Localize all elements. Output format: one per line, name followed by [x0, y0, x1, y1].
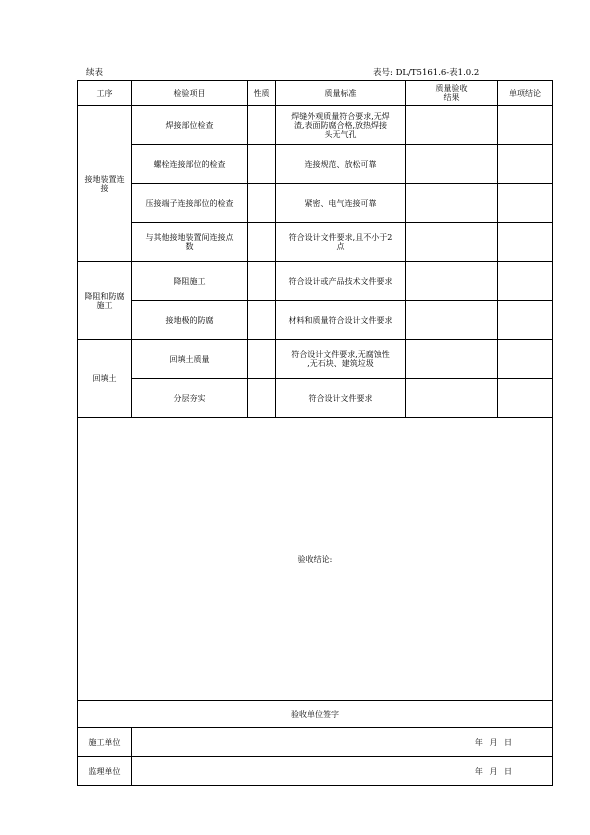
nature-cell[interactable] — [248, 106, 276, 145]
nature-cell[interactable] — [248, 340, 276, 379]
process-cell: 降阻和防腐 施工 — [78, 262, 132, 340]
item-cell: 压接端子连接部位的检查 — [132, 184, 248, 223]
col-header-nature: 性质 — [248, 81, 276, 106]
inspection-table — [77, 80, 553, 786]
item-cell: 分层夯实 — [132, 379, 248, 418]
nature-cell[interactable] — [248, 379, 276, 418]
signature-unit-label: 施工单位 — [78, 728, 132, 757]
standard-cell: 材料和质量符合设计文件要求 — [276, 301, 406, 340]
signature-row — [78, 728, 553, 757]
standard-cell: 符合设计文件要求 — [276, 379, 406, 418]
table-row — [78, 340, 553, 379]
nature-cell[interactable] — [248, 301, 276, 340]
item-cell: 接地极的防腐 — [132, 301, 248, 340]
table-row — [78, 262, 553, 301]
table-row — [78, 106, 553, 145]
table-row — [78, 379, 553, 418]
col-header-conclusion: 单项结论 — [498, 81, 553, 106]
result-cell[interactable] — [406, 262, 498, 301]
signature-title-row — [78, 701, 553, 728]
conclusion-cell[interactable] — [498, 223, 553, 262]
conclusion-cell[interactable] — [498, 340, 553, 379]
nature-cell[interactable] — [248, 184, 276, 223]
col-header-result: 质量验收 结果 — [406, 81, 498, 106]
item-cell: 降阻施工 — [132, 262, 248, 301]
standard-cell: 符合设计文件要求,无腐蚀性 ,无石块、建筑垃圾 — [276, 340, 406, 379]
acceptance-conclusion-area[interactable] — [78, 418, 553, 701]
header-row — [78, 81, 553, 106]
result-cell[interactable] — [406, 145, 498, 184]
conclusion-cell[interactable] — [498, 145, 553, 184]
process-cell: 回填土 — [78, 340, 132, 418]
conclusion-cell[interactable] — [498, 301, 553, 340]
col-header-item: 检验项目 — [132, 81, 248, 106]
acceptance-conclusion-label: 验收结论: — [297, 554, 333, 564]
result-cell[interactable] — [406, 106, 498, 145]
continued-label: 续表 — [86, 68, 104, 78]
col-header-process: 工序 — [78, 81, 132, 106]
result-cell[interactable] — [406, 379, 498, 418]
result-cell[interactable] — [406, 340, 498, 379]
item-cell: 螺栓连接部位的检查 — [132, 145, 248, 184]
standard-cell: 连接规范、放松可靠 — [276, 145, 406, 184]
standard-cell: 紧密、电气连接可靠 — [276, 184, 406, 223]
table-row — [78, 301, 553, 340]
standard-cell: 符合设计或产品技术文件要求 — [276, 262, 406, 301]
standard-cell: 焊缝外观质量符合要求,无焊 渣,表面防腐合格,放热焊接 头无气孔 — [276, 106, 406, 145]
nature-cell[interactable] — [248, 145, 276, 184]
signature-title: 验收单位签字 — [78, 701, 553, 728]
conclusion-cell[interactable] — [498, 379, 553, 418]
table-row — [78, 145, 553, 184]
standard-cell: 符合设计文件要求,且不小于2 点 — [276, 223, 406, 262]
signature-unit-label: 监理单位 — [78, 757, 132, 786]
result-cell[interactable] — [406, 223, 498, 262]
signature-date-field[interactable]: 年 月 日 — [132, 728, 553, 757]
table-row — [78, 184, 553, 223]
conclusion-cell[interactable] — [498, 262, 553, 301]
nature-cell[interactable] — [248, 262, 276, 301]
conclusion-cell[interactable] — [498, 106, 553, 145]
signature-row — [78, 757, 553, 786]
table-number: 表号: DL/T5161.6-表1.0.2 — [373, 68, 480, 78]
item-cell: 焊接部位检查 — [132, 106, 248, 145]
col-header-standard: 质量标准 — [276, 81, 406, 106]
process-cell: 接地装置连 接 — [78, 106, 132, 262]
nature-cell[interactable] — [248, 223, 276, 262]
item-cell: 与其他接地装置间连接点 数 — [132, 223, 248, 262]
signature-date-field[interactable]: 年 月 日 — [132, 757, 553, 786]
table-row — [78, 223, 553, 262]
item-cell: 回填土质量 — [132, 340, 248, 379]
conclusion-cell[interactable] — [498, 184, 553, 223]
conclusion-row — [78, 418, 553, 701]
result-cell[interactable] — [406, 301, 498, 340]
result-cell[interactable] — [406, 184, 498, 223]
